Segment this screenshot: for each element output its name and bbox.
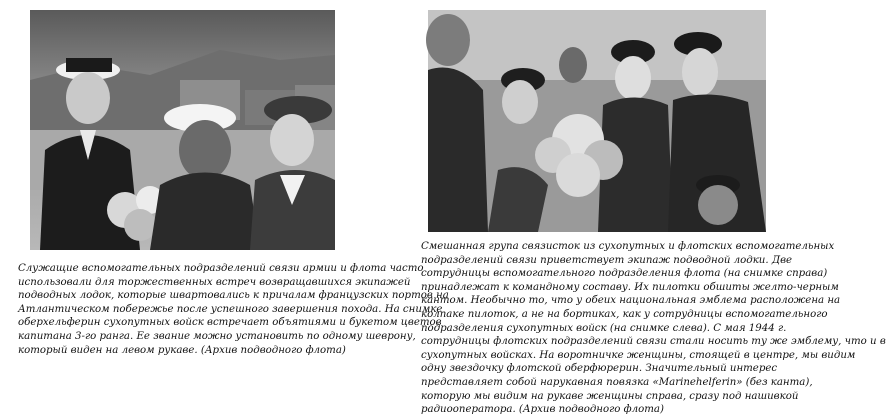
caption-line: который виден на левом рукаве. (Архив подводного флота) xyxy=(18,344,346,356)
caption-left xyxy=(18,262,449,357)
caption-line: кантом. Необычно то, что у обеих национальная эмблема расположена на xyxy=(421,295,841,307)
caption-line: подразделений связи приветствует экипаж подводной лодки. Две xyxy=(421,254,793,266)
caption-line: сухопутных войсках. На воротничке женщины, стоящей в центре, мы видим xyxy=(421,349,856,361)
caption-line: использовали для торжественных встреч возвращавшихся экипажей xyxy=(18,276,411,288)
caption-line: подразделения сухопутных войск (на снимке слева). С мая 1944 г. xyxy=(421,322,787,334)
caption-line: одну звездочку флотской оберфюрерин. Значительный интерес xyxy=(421,363,778,375)
photo-officers-greeting xyxy=(30,10,335,250)
archival-photo-icon xyxy=(428,10,766,232)
caption-line: капитана 3-го ранга. Ее звание можно установить по одному шеврону, xyxy=(18,330,416,342)
caption-line: которую мы видим на рукаве женщины справа, сразу под нашивкой xyxy=(421,390,799,402)
caption-line: представляет собой нарукавная повязка «Marinehelferin» (без канта), xyxy=(421,376,813,388)
caption-line: сотрудницы флотских подразделений связи стали носить ту же эмблему, что и в xyxy=(421,336,886,348)
caption-line: Служащие вспомогательных подразделений связи армии и флота часто xyxy=(18,263,424,274)
caption-line: принадлежат к командному составу. Их пилотки обшиты желто-черным xyxy=(421,281,839,293)
photo-signal-women-group xyxy=(428,10,766,232)
archival-photo-icon xyxy=(30,10,335,250)
caption-line: Атлантическом побережье после успешного завершения похода. На снимке xyxy=(18,303,443,315)
caption-line: подводных лодок, которые швартовались к причалам французских портов на xyxy=(18,290,449,302)
caption-line: Смешанная група связисток из сухопутных и флотских вспомогательных xyxy=(421,241,835,252)
caption-line: колпаке пилоток, а не на бортиках, как у сотрудницы вспомогательного xyxy=(421,308,828,320)
caption-right xyxy=(421,240,886,417)
caption-line: оберхельферин сухопутных войск встречает объятиями и букетом цветов xyxy=(18,317,442,329)
caption-line: радиооператора. (Архив подводного флота) xyxy=(421,404,664,416)
caption-line: сотрудницы вспомогательного подразделения флота (на снимке справа) xyxy=(421,268,828,280)
